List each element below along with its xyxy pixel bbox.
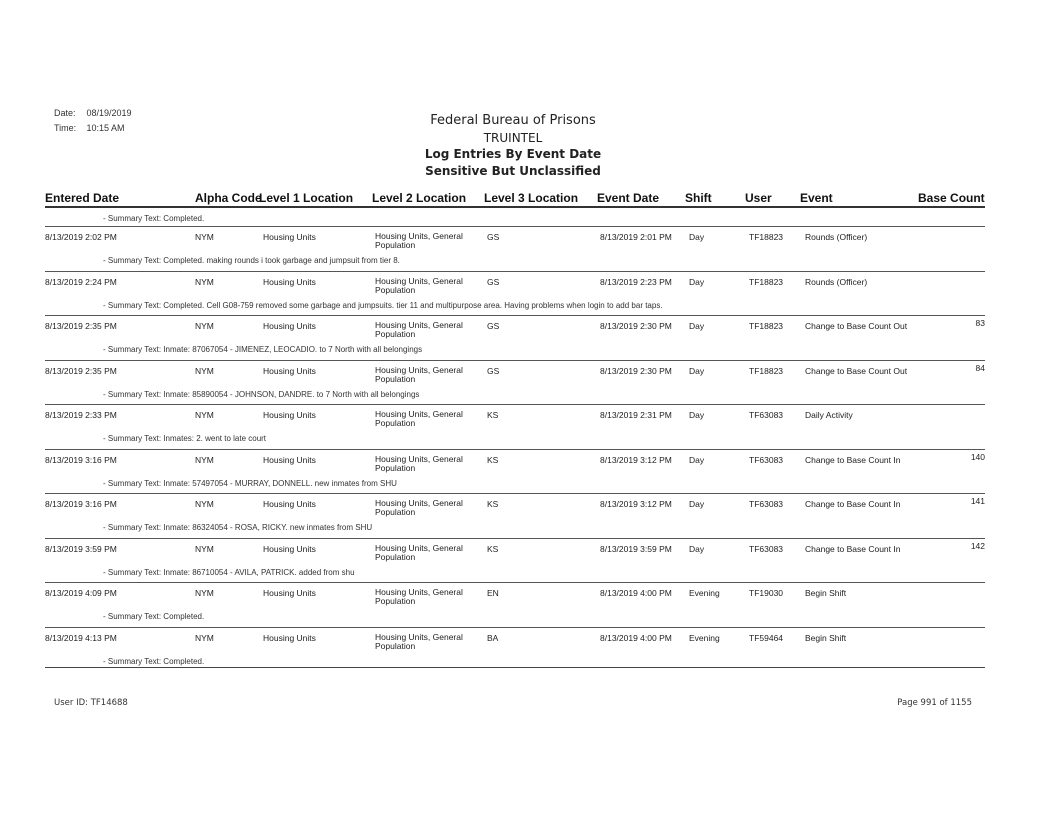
base-count-cell: 142	[970, 540, 985, 551]
level2-location-cell: Housing Units, General Population	[375, 231, 463, 250]
row-divider	[45, 538, 985, 539]
col-event: Event	[800, 191, 833, 205]
row-divider	[45, 404, 985, 405]
summary-text: - Summary Text: Completed.	[103, 612, 205, 621]
col-event-date: Event Date	[597, 191, 660, 205]
shift-cell: Day	[689, 499, 705, 509]
summary-text: - Summary Text: Inmates: 2. went to late court	[103, 434, 267, 443]
event-cell: Change to Base Count Out	[805, 321, 908, 331]
summary-text: - Summary Text: Inmate: 57497054 - MURRAY, DONNELL. new inmates from SHU	[103, 478, 397, 488]
row-divider	[45, 360, 985, 361]
date-value: 08/19/2019	[86, 108, 132, 118]
log-entry-row	[45, 538, 985, 583]
log-entry-row	[45, 627, 985, 672]
col-level3-location: Level 3 Location	[484, 191, 579, 205]
event-date-cell: 8/13/2019 2:30 PM	[600, 365, 672, 376]
shift-cell: Day	[689, 276, 705, 287]
row-divider	[45, 226, 985, 227]
level3-location-cell: EN	[487, 588, 499, 598]
table-end-divider	[45, 667, 985, 668]
log-entry-row	[45, 582, 985, 627]
row-divider	[45, 449, 985, 450]
level1-location-cell: Housing Units	[263, 365, 316, 376]
event-cell: Begin Shift	[805, 632, 847, 643]
log-entry-row	[45, 360, 985, 405]
entered-date-cell: 8/13/2019 2:24 PM	[45, 276, 117, 287]
row-divider	[45, 271, 985, 272]
event-cell: Change to Base Count In	[805, 499, 901, 509]
entered-date-cell: 8/13/2019 4:09 PM	[45, 588, 117, 598]
summary-text: - Summary Text: Inmate: 86710054 - AVILA, PATRICK. added from shu	[103, 567, 355, 577]
level3-location-cell: KS	[487, 454, 499, 465]
alpha-code-cell: NYM	[195, 232, 214, 242]
level2-location-cell: Housing Units, General Population	[375, 498, 463, 517]
level2-location-cell: Housing Units, General Population	[375, 364, 463, 384]
level1-location-cell: Housing Units	[263, 588, 316, 598]
level3-location-cell: GS	[487, 365, 500, 376]
row-divider	[45, 315, 985, 316]
level2-location-cell: Housing Units, General Population	[375, 409, 463, 428]
event-cell: Change to Base Count In	[805, 543, 901, 554]
level1-location-cell: Housing Units	[263, 276, 316, 287]
level2-location-cell: Housing Units, General Population	[375, 587, 463, 606]
time-value: 10:15 AM	[86, 123, 125, 133]
alpha-code-cell: NYM	[195, 321, 214, 331]
event-date-cell: 8/13/2019 2:23 PM	[600, 276, 672, 287]
event-date-cell: 8/13/2019 4:00 PM	[600, 632, 672, 643]
shift-cell: Day	[689, 543, 705, 554]
user-cell: TF18823	[749, 321, 784, 331]
level1-location-cell: Housing Units	[263, 232, 316, 242]
event-date-cell: 8/13/2019 4:00 PM	[600, 588, 672, 598]
level2-location-cell: Housing Units, General Population	[375, 631, 463, 651]
level3-location-cell: KS	[487, 410, 499, 420]
col-level1-location: Level 1 Location	[259, 191, 354, 205]
entered-date-cell: 8/13/2019 2:35 PM	[45, 321, 117, 331]
level1-location-cell: Housing Units	[263, 454, 316, 465]
event-date-cell: 8/13/2019 2:31 PM	[600, 410, 672, 420]
user-cell: TF18823	[749, 232, 784, 242]
shift-cell: Day	[689, 454, 705, 465]
row-divider	[45, 582, 985, 583]
event-date-cell: 8/13/2019 3:59 PM	[600, 543, 672, 554]
summary-text: - Summary Text: Inmate: 86324054 - ROSA, RICKY. new inmates from SHU	[103, 523, 373, 532]
page-number: Page 991 of 1155	[897, 698, 972, 708]
user-cell: TF63083	[749, 543, 784, 554]
entered-date-cell: 8/13/2019 3:59 PM	[45, 543, 117, 554]
event-cell: Begin Shift	[805, 588, 847, 598]
col-user: User	[745, 191, 772, 205]
base-count-cell: 84	[975, 362, 985, 373]
entered-date-cell: 8/13/2019 4:13 PM	[45, 632, 117, 643]
alpha-code-cell: NYM	[195, 588, 214, 598]
system-name: TRUINTEL	[483, 131, 543, 145]
summary-text: - Summary Text: Completed.	[103, 214, 205, 223]
user-id-value: TF14688	[90, 698, 128, 708]
col-shift: Shift	[685, 191, 712, 205]
event-date-cell: 8/13/2019 2:30 PM	[600, 321, 672, 331]
base-count-cell: 140	[970, 451, 985, 462]
event-cell: Change to Base Count Out	[805, 365, 908, 376]
event-cell: Change to Base Count In	[805, 454, 901, 465]
level1-location-cell: Housing Units	[263, 321, 316, 331]
shift-cell: Day	[689, 321, 705, 331]
alpha-code-cell: NYM	[195, 632, 214, 643]
log-entry-row	[45, 315, 985, 360]
col-alpha-code: Alpha Code	[195, 191, 262, 205]
log-entry-row	[45, 226, 985, 271]
level1-location-cell: Housing Units	[263, 632, 316, 643]
log-entries-table	[45, 208, 985, 671]
shift-cell: Evening	[689, 632, 720, 643]
base-count-cell: 141	[970, 496, 985, 506]
level3-location-cell: KS	[487, 543, 499, 554]
user-cell: TF63083	[749, 454, 784, 465]
summary-text: - Summary Text: Inmate: 85890054 - JOHNSON, DANDRE. to 7 North with all belongings	[103, 389, 420, 399]
entered-date-cell: 8/13/2019 3:16 PM	[45, 454, 117, 465]
log-entry-row	[45, 493, 985, 538]
entered-date-cell: 8/13/2019 2:35 PM	[45, 365, 117, 376]
shift-cell: Day	[689, 410, 705, 420]
date-label: Date:	[54, 108, 76, 118]
level2-location-cell: Housing Units, General Population	[375, 275, 463, 295]
user-cell: TF18823	[749, 276, 784, 287]
shift-cell: Evening	[689, 588, 720, 598]
summary-text: - Summary Text: Completed. making rounds i took garbage and jumpsuit from tier 8.	[103, 256, 400, 265]
level1-location-cell: Housing Units	[263, 499, 316, 509]
summary-text: - Summary Text: Inmate: 87067054 - JIMENEZ, LEOCADIO. to 7 North with all belongings	[103, 345, 423, 354]
level3-location-cell: GS	[487, 321, 500, 331]
alpha-code-cell: NYM	[195, 543, 214, 554]
entered-date-cell: 8/13/2019 3:16 PM	[45, 499, 117, 509]
event-date-cell: 8/13/2019 3:12 PM	[600, 454, 672, 465]
carryover-summary	[45, 208, 985, 226]
level3-location-cell: GS	[487, 232, 500, 242]
event-cell: Rounds (Officer)	[805, 276, 868, 287]
event-cell: Rounds (Officer)	[805, 232, 868, 242]
level1-location-cell: Housing Units	[263, 410, 316, 420]
alpha-code-cell: NYM	[195, 365, 214, 376]
classification-label: Sensitive But Unclassified	[425, 164, 601, 178]
event-date-cell: 8/13/2019 3:12 PM	[600, 499, 672, 509]
row-divider	[45, 627, 985, 628]
alpha-code-cell: NYM	[195, 410, 214, 420]
summary-text: - Summary Text: Completed.	[103, 656, 205, 666]
user-id-label: User ID:	[54, 698, 88, 708]
user-cell: TF18823	[749, 365, 784, 376]
entered-date-cell: 8/13/2019 2:02 PM	[45, 232, 117, 242]
alpha-code-cell: NYM	[195, 454, 214, 465]
report-title: Log Entries By Event Date	[424, 147, 602, 161]
shift-cell: Day	[689, 365, 705, 376]
report-title-block	[0, 112, 1026, 180]
event-cell: Daily Activity	[805, 410, 853, 420]
summary-text: - Summary Text: Completed. Cell G08-759 removed some garbage and jumpsuits. tier 11 and multipurpose area. Having problems when login to add bar taps.	[103, 300, 663, 310]
event-date-cell: 8/13/2019 2:01 PM	[600, 232, 672, 242]
level3-location-cell: GS	[487, 276, 500, 287]
level2-location-cell: Housing Units, General Population	[375, 453, 463, 473]
alpha-code-cell: NYM	[195, 276, 214, 287]
time-label: Time:	[54, 123, 77, 133]
alpha-code-cell: NYM	[195, 499, 214, 509]
log-entry-row	[45, 404, 985, 449]
level2-location-cell: Housing Units, General Population	[375, 320, 463, 339]
col-entered-date: Entered Date	[45, 191, 120, 205]
log-entry-row	[45, 449, 985, 494]
shift-cell: Day	[689, 232, 705, 242]
user-cell: TF63083	[749, 499, 784, 509]
agency-name: Federal Bureau of Prisons	[430, 113, 596, 128]
col-level2-location: Level 2 Location	[372, 191, 467, 205]
table-header	[45, 187, 985, 207]
level3-location-cell: BA	[487, 632, 499, 643]
entered-date-cell: 8/13/2019 2:33 PM	[45, 410, 117, 420]
level2-location-cell: Housing Units, General Population	[375, 542, 463, 562]
base-count-cell: 83	[975, 318, 985, 328]
user-cell: TF59464	[749, 632, 784, 643]
log-entry-row	[45, 271, 985, 316]
level1-location-cell: Housing Units	[263, 543, 316, 554]
footer-user-id	[54, 698, 128, 708]
user-cell: TF63083	[749, 410, 784, 420]
col-base-count: Base Count	[918, 191, 985, 205]
user-cell: TF19030	[749, 588, 784, 598]
row-divider	[45, 493, 985, 494]
level3-location-cell: KS	[487, 499, 499, 509]
